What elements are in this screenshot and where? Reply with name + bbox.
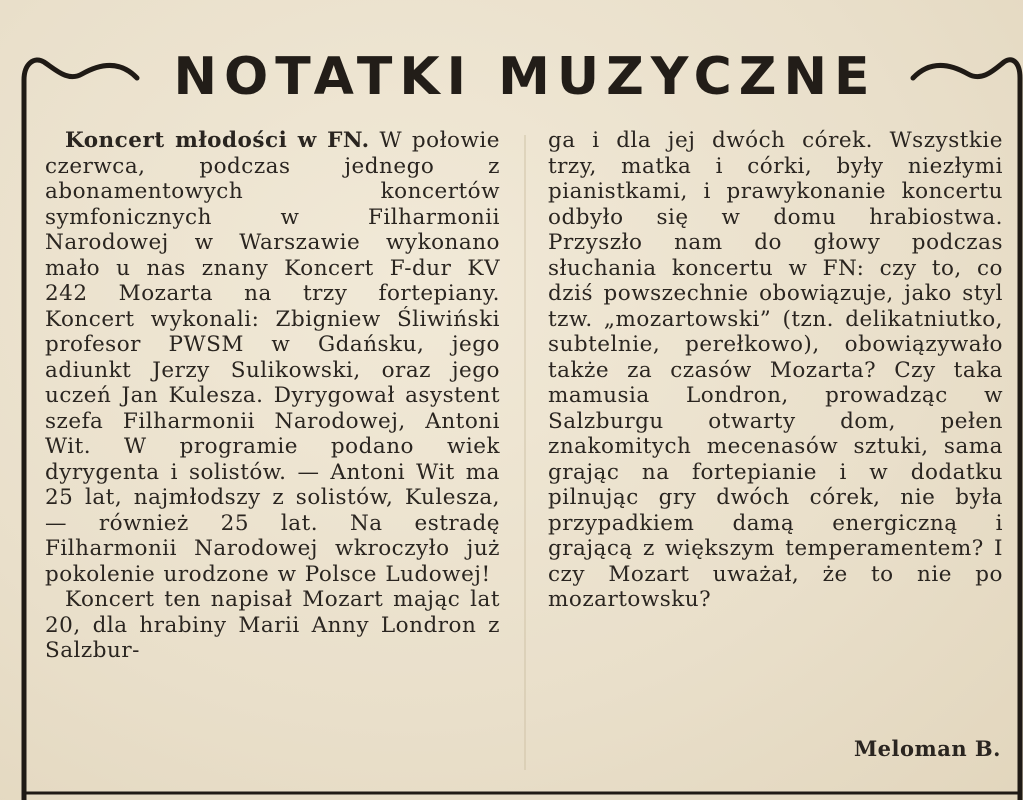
first-paragraph: [45, 128, 500, 587]
left-column: [45, 128, 500, 664]
right-column: [548, 128, 1003, 613]
first-paragraph-body: W połowie czerwca, podczas jednego z abonamentowych koncertów symfonicznych w Filharmonii Narodowej w Warszawie wykonano mało u nas znany Koncert F-dur KV 242 Mozarta na trzy fortepiany. Koncert wykonali: Zbigniew Śliwiński profesor PWSM w Gdańsku, jego adiunkt Jerzy Sulikowski, oraz jego uczeń Jan Kulesza. Dyrygował asystent szefa Filharmonii Narodowej, Antoni Wit. W programie podano wiek dyrygenta i solistów. — Antoni Wit ma 25 lat, najmłodszy z solistów, Kulesza, — również 25 lat. Na estradę Filharmonii Narodowej wkroczyło już pokolenie urodzone w Polsce Ludowej!: [45, 128, 500, 587]
author-signature: Meloman B.: [853, 736, 1001, 761]
paragraph-lead: Koncert młodości w FN.: [65, 128, 370, 153]
second-paragraph-continued: ga i dla jej dwóch córek. Wszystkie trzy, matka i córki, były niezłymi pianistkami, i prawykonanie koncertu odbyło się w domu hrabiostwa. Przyszło nam do głowy podczas słuchania koncertu w FN: czy to, co dziś powszechnie obowiązuje, jako styl tzw. „mozartowski” (tzn. delikatniutko, subtelnie, perełkowo), obowiązywało także za czasów Mozarta? Czy taka mamusia Londron, prowadząc w Salzburgu otwarty dom, pełen znakomitych mecenasów sztuki, sama grając na fortepianie i w dodatku pilnując gry dwóch córek, nie była przypadkiem damą energiczną i grającą z większym temperamentem? I czy Mozart uważał, że to nie po mozartowsku?: [548, 128, 1003, 612]
article-title: NOTATKI MUZYCZNE: [173, 47, 877, 107]
second-paragraph-start: Koncert ten napisał Mozart mając lat 20, dla hrabiny Marii Anny Londron z Salzbur-: [45, 587, 500, 663]
